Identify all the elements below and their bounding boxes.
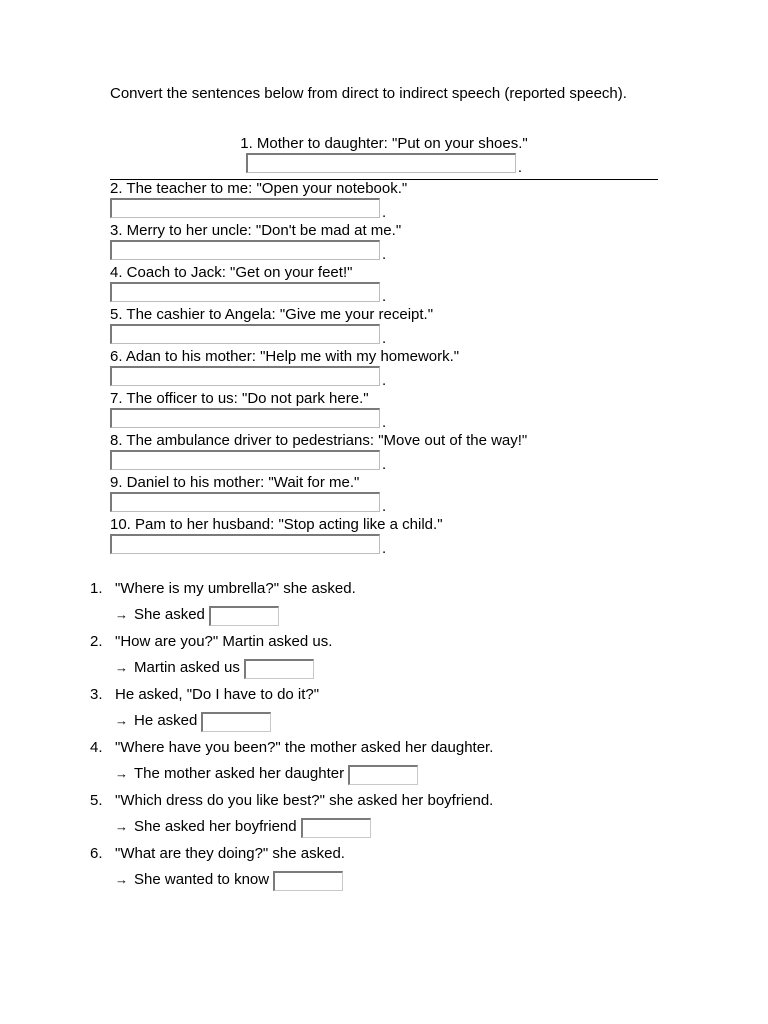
list-item xyxy=(110,474,658,516)
part-1-list xyxy=(110,180,658,558)
arrow-icon: → xyxy=(115,660,128,675)
arrow-icon: → xyxy=(115,819,128,834)
sentence-end: . xyxy=(382,330,387,347)
question-6: 6. Adan to his mother: "Help me with my homework." xyxy=(110,348,460,365)
list-item xyxy=(110,390,658,432)
item-number: 6. xyxy=(90,845,103,862)
arrow-icon: → xyxy=(115,766,128,781)
reported-question: "Where have you been?" the mother asked her daughter. xyxy=(115,739,494,756)
answer-prompt xyxy=(115,871,343,901)
answer-input-6[interactable] xyxy=(110,366,380,386)
question-3: 3. Merry to her uncle: "Don't be mad at me." xyxy=(110,222,402,239)
sentence-end: . xyxy=(382,414,387,431)
item-number: 1. xyxy=(90,580,103,597)
answer-input-5[interactable] xyxy=(110,324,380,344)
answer-prompt xyxy=(115,712,271,742)
exercise-1 xyxy=(110,135,658,175)
answer-input-10[interactable] xyxy=(110,534,380,554)
question-4: 4. Coach to Jack: "Get on your feet!" xyxy=(110,264,353,281)
prompt-text: The mother asked her daughter xyxy=(134,765,345,782)
arrow-icon: → xyxy=(115,872,128,887)
answer-prompt xyxy=(115,606,279,636)
answer-input[interactable] xyxy=(244,659,314,679)
prompt-text: He asked xyxy=(134,712,198,729)
answer-input[interactable] xyxy=(201,712,271,732)
sentence-end: . xyxy=(382,204,387,221)
item-number: 5. xyxy=(90,792,103,809)
list-item xyxy=(110,222,658,264)
item-number: 4. xyxy=(90,739,103,756)
list-item xyxy=(110,432,658,474)
answer-prompt xyxy=(115,765,418,795)
prompt-text: She wanted to know xyxy=(134,871,270,888)
sentence-end: . xyxy=(382,372,387,389)
question-7: 7. The officer to us: "Do not park here." xyxy=(110,390,369,407)
question-9: 9. Daniel to his mother: "Wait for me." xyxy=(110,474,360,491)
instructions: Convert the sentences below from direct to indirect speech (reported speech). xyxy=(110,85,627,102)
sentence-end: . xyxy=(382,540,387,557)
answer-input[interactable] xyxy=(348,765,418,785)
question-1: 1. Mother to daughter: "Put on your shoes." xyxy=(240,135,528,152)
list-item xyxy=(110,306,658,348)
answer-input-7[interactable] xyxy=(110,408,380,428)
answer-input-2[interactable] xyxy=(110,198,380,218)
sentence-end: . xyxy=(517,159,523,176)
reported-question: "Where is my umbrella?" she asked. xyxy=(115,580,356,597)
prompt-text: Martin asked us xyxy=(134,659,240,676)
answer-prompt xyxy=(115,818,371,848)
sentence-end: . xyxy=(382,456,387,473)
reported-question: "How are you?" Martin asked us. xyxy=(115,633,333,650)
question-2: 2. The teacher to me: "Open your notebook." xyxy=(110,180,408,197)
answer-input-8[interactable] xyxy=(110,450,380,470)
answer-input[interactable] xyxy=(301,818,371,838)
question-5: 5. The cashier to Angela: "Give me your receipt." xyxy=(110,306,434,323)
list-item xyxy=(110,264,658,306)
answer-input-3[interactable] xyxy=(110,240,380,260)
answer-input[interactable] xyxy=(209,606,279,626)
item-number: 3. xyxy=(90,686,103,703)
reported-question: "Which dress do you like best?" she asked her boyfriend. xyxy=(115,792,494,809)
question-10: 10. Pam to her husband: "Stop acting like a child." xyxy=(110,516,443,533)
sentence-end: . xyxy=(382,246,387,263)
prompt-text: She asked her boyfriend xyxy=(134,818,297,835)
list-item xyxy=(110,180,658,222)
item-number: 2. xyxy=(90,633,103,650)
arrow-icon: → xyxy=(115,607,128,622)
answer-input-4[interactable] xyxy=(110,282,380,302)
sentence-end: . xyxy=(382,498,387,515)
sentence-end: . xyxy=(382,288,387,305)
prompt-text: She asked xyxy=(134,606,205,623)
answer-input[interactable] xyxy=(273,871,343,891)
question-8: 8. The ambulance driver to pedestrians: "Move out of the way!" xyxy=(110,432,528,449)
arrow-icon: → xyxy=(115,713,128,728)
reported-question: "What are they doing?" she asked. xyxy=(115,845,345,862)
answer-input-9[interactable] xyxy=(110,492,380,512)
list-item xyxy=(110,348,658,390)
list-item xyxy=(110,516,658,558)
answer-prompt xyxy=(115,659,314,689)
reported-question: He asked, "Do I have to do it?" xyxy=(115,686,320,703)
answer-input-1[interactable] xyxy=(246,153,516,173)
answer-row-1 xyxy=(110,153,658,175)
